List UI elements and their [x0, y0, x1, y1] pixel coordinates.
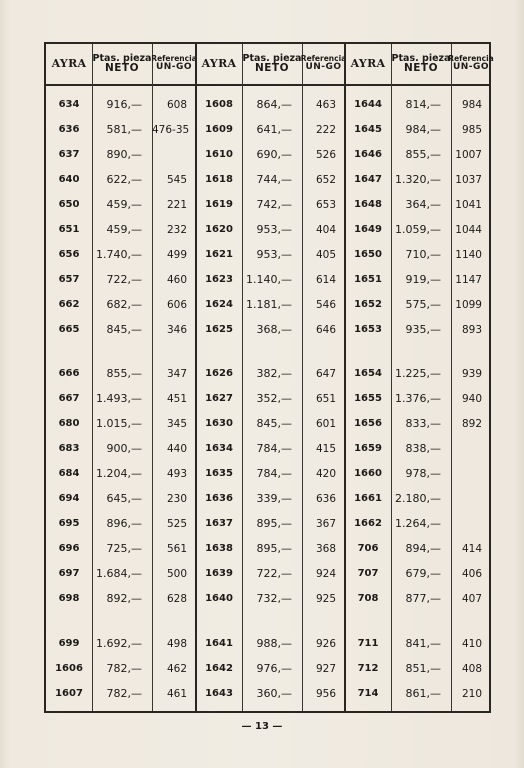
un-go-reference: 892	[461, 418, 482, 430]
un-go-reference	[451, 441, 482, 457]
un-go-reference: 651	[315, 393, 336, 405]
net-price: 679,—	[405, 567, 441, 580]
un-go-reference: 628	[166, 593, 187, 605]
ayra-code: 714	[357, 688, 379, 699]
header-line: UN-GO	[305, 62, 342, 73]
un-go-reference: 924	[315, 568, 336, 580]
un-go-reference: 346	[166, 324, 187, 336]
net-price: 855,—	[405, 148, 441, 161]
un-go-reference: 525	[166, 518, 187, 530]
un-go-reference: 451	[166, 393, 187, 405]
un-go-reference: 646	[315, 324, 336, 336]
un-go-reference: 493	[166, 468, 187, 480]
un-go-reference: 460	[166, 274, 187, 286]
column-header-ref	[152, 44, 196, 84]
net-price: 1.140,—	[246, 273, 292, 286]
ayra-code: 683	[58, 443, 80, 454]
ayra-code: 1653	[354, 324, 382, 335]
ayra-code: 1651	[354, 274, 382, 285]
ayra-code: 1660	[354, 468, 382, 479]
net-price: 339,—	[256, 492, 292, 505]
ayra-code: 662	[58, 299, 80, 310]
ayra-code: 1624	[205, 299, 233, 310]
un-go-reference: 414	[461, 543, 482, 555]
un-go-reference: 939	[461, 368, 482, 380]
net-price: 833,—	[405, 417, 441, 430]
net-price: 988,—	[256, 637, 292, 650]
ayra-code: 1638	[205, 543, 233, 554]
ayra-code: 1619	[205, 199, 233, 210]
net-price: 1.264,—	[395, 517, 441, 530]
un-go-reference: 893	[461, 324, 482, 336]
column-header-ayra	[46, 44, 92, 84]
ayra-code: 1636	[205, 493, 233, 504]
ayra-code: 1644	[354, 99, 382, 110]
net-price: 1.692,—	[96, 637, 142, 650]
ayra-code: 707	[357, 568, 379, 579]
ayra-code: 1625	[205, 324, 233, 335]
ayra-code: 1606	[55, 663, 83, 674]
ayra-code: 708	[357, 593, 379, 604]
un-go-reference: 462	[166, 663, 187, 675]
ayra-code: 1641	[205, 638, 233, 649]
un-go-reference: 367	[315, 518, 336, 530]
ayra-code: 665	[58, 324, 80, 335]
header-line: Ptas. pieza	[391, 52, 451, 64]
un-go-reference: 415	[315, 443, 336, 455]
un-go-reference	[451, 491, 482, 507]
net-price: 645,—	[106, 492, 142, 505]
un-go-reference: 232	[166, 224, 187, 236]
ayra-code: 1659	[354, 443, 382, 454]
ayra-code: 651	[58, 224, 80, 235]
net-price: 352,—	[256, 392, 292, 405]
net-price: 641,—	[256, 123, 292, 136]
net-price: 2.180,—	[395, 492, 441, 505]
net-price: 896,—	[106, 517, 142, 530]
ayra-code: 699	[58, 638, 80, 649]
header-line: UN-GO	[155, 62, 193, 73]
net-price: 892,—	[106, 592, 142, 605]
ayra-code: 711	[357, 638, 379, 649]
column-header-ref	[448, 44, 494, 84]
net-price: 622,—	[106, 173, 142, 186]
net-price: 1.740,—	[96, 248, 142, 261]
column-header-ptas	[391, 44, 451, 84]
un-go-reference: 347	[166, 368, 187, 380]
ayra-code: 1650	[354, 249, 382, 260]
ayra-code: 667	[58, 393, 80, 404]
ayra-code: 695	[58, 518, 80, 529]
net-price: 744,—	[256, 173, 292, 186]
net-price: 732,—	[256, 592, 292, 605]
net-price: 1.015,—	[96, 417, 142, 430]
net-price: 861,—	[405, 687, 441, 700]
ayra-code: 1639	[205, 568, 233, 579]
net-price: 575,—	[405, 298, 441, 311]
net-price: 459,—	[106, 223, 142, 236]
ayra-code: 698	[58, 593, 80, 604]
un-go-reference: 463	[315, 99, 336, 111]
net-price: 1.320,—	[395, 173, 441, 186]
header-line: UN-GO	[452, 62, 490, 73]
ayra-code: 637	[58, 149, 80, 160]
un-go-reference: 476-35	[152, 124, 190, 136]
header-line: AYRA	[51, 57, 87, 71]
net-price: 725,—	[106, 542, 142, 555]
un-go-reference: 653	[315, 199, 336, 211]
un-go-reference: 1007	[455, 149, 482, 161]
header-line: NETO	[254, 62, 290, 75]
ayra-code: 1655	[354, 393, 382, 404]
un-go-reference: 404	[315, 224, 336, 236]
un-go-reference: 608	[166, 99, 187, 111]
ayra-code: 1661	[354, 493, 382, 504]
un-go-reference: 405	[315, 249, 336, 261]
column-header-ayra	[345, 44, 391, 84]
ayra-code: 1648	[354, 199, 382, 210]
ayra-code: 1620	[205, 224, 233, 235]
ayra-code: 680	[58, 418, 80, 429]
un-go-reference	[152, 147, 187, 163]
net-price: 784,—	[256, 442, 292, 455]
un-go-reference: 499	[166, 249, 187, 261]
ayra-code: 1623	[205, 274, 233, 285]
net-price: 864,—	[256, 98, 292, 111]
ayra-code: 1647	[354, 174, 382, 185]
un-go-reference: 636	[315, 493, 336, 505]
net-price: 782,—	[106, 662, 142, 675]
un-go-reference: 410	[461, 638, 482, 650]
header-line: AYRA	[201, 57, 237, 71]
net-price: 953,—	[256, 223, 292, 236]
ayra-code: 666	[58, 368, 80, 379]
net-price: 722,—	[256, 567, 292, 580]
ayra-code: 1645	[354, 124, 382, 135]
un-go-reference: 940	[461, 393, 482, 405]
ayra-code: 1649	[354, 224, 382, 235]
un-go-reference: 461	[166, 688, 187, 700]
un-go-reference: 546	[315, 299, 336, 311]
un-go-reference: 606	[166, 299, 187, 311]
column-header-ptas	[92, 44, 152, 84]
ayra-code: 1618	[205, 174, 233, 185]
net-price: 984,—	[405, 123, 441, 136]
net-price: 953,—	[256, 248, 292, 261]
ayra-code: 1656	[354, 418, 382, 429]
un-go-reference: 221	[166, 199, 187, 211]
net-price: 814,—	[405, 98, 441, 111]
header-line: NETO	[403, 62, 439, 75]
net-price: 364,—	[405, 198, 441, 211]
header-divider	[46, 84, 489, 86]
net-price: 581,—	[106, 123, 142, 136]
net-price: 682,—	[106, 298, 142, 311]
net-price: 710,—	[405, 248, 441, 261]
net-price: 976,—	[256, 662, 292, 675]
un-go-reference: 420	[315, 468, 336, 480]
ayra-code: 1621	[205, 249, 233, 260]
un-go-reference: 407	[461, 593, 482, 605]
ayra-code: 640	[58, 174, 80, 185]
un-go-reference: 440	[166, 443, 187, 455]
un-go-reference: 545	[166, 174, 187, 186]
un-go-reference: 368	[315, 543, 336, 555]
un-go-reference: 926	[315, 638, 336, 650]
net-price: 845,—	[106, 323, 142, 336]
net-price: 841,—	[405, 637, 441, 650]
net-price: 1.059,—	[395, 223, 441, 236]
net-price: 1.181,—	[246, 298, 292, 311]
un-go-reference: 614	[315, 274, 336, 286]
ayra-code: 696	[58, 543, 80, 554]
ayra-code: 1630	[205, 418, 233, 429]
net-price: 782,—	[106, 687, 142, 700]
net-price: 1.225,—	[395, 367, 441, 380]
ayra-code: 1634	[205, 443, 233, 454]
net-price: 1.493,—	[96, 392, 142, 405]
net-price: 382,—	[256, 367, 292, 380]
column-header-ptas	[242, 44, 302, 84]
un-go-reference: 984	[461, 99, 482, 111]
un-go-reference: 498	[166, 638, 187, 650]
net-price: 722,—	[106, 273, 142, 286]
header-line: Referencia	[151, 54, 197, 64]
header-line: NETO	[104, 62, 140, 75]
header-line: Referencia	[300, 54, 347, 64]
header-line: Ptas. pieza	[242, 52, 302, 64]
net-price: 690,—	[256, 148, 292, 161]
ayra-code: 1627	[205, 393, 233, 404]
ayra-code: 1646	[354, 149, 382, 160]
net-price: 877,—	[405, 592, 441, 605]
ayra-code: 1654	[354, 368, 382, 379]
header-line: Ptas. pieza	[92, 52, 152, 64]
un-go-reference: 1140	[455, 249, 482, 261]
column-header-ref	[302, 44, 345, 84]
header-line: Referencia	[448, 54, 494, 64]
un-go-reference: 526	[315, 149, 336, 161]
un-go-reference: 1099	[455, 299, 482, 311]
ayra-code: 1637	[205, 518, 233, 529]
un-go-reference: 985	[461, 124, 482, 136]
ayra-code: 1626	[205, 368, 233, 379]
un-go-reference: 406	[461, 568, 482, 580]
un-go-reference	[451, 466, 482, 482]
ayra-code: 712	[357, 663, 379, 674]
ayra-code: 1643	[205, 688, 233, 699]
un-go-reference: 561	[166, 543, 187, 555]
un-go-reference: 408	[461, 663, 482, 675]
net-price: 368,—	[256, 323, 292, 336]
un-go-reference: 345	[166, 418, 187, 430]
ayra-code: 657	[58, 274, 80, 285]
header-line: AYRA	[350, 57, 386, 71]
net-price: 916,—	[106, 98, 142, 111]
un-go-reference: 1037	[455, 174, 482, 186]
ayra-code: 1607	[55, 688, 83, 699]
net-price: 894,—	[405, 542, 441, 555]
net-price: 459,—	[106, 198, 142, 211]
column-header-ayra	[196, 44, 242, 84]
un-go-reference: 956	[315, 688, 336, 700]
un-go-reference: 925	[315, 593, 336, 605]
net-price: 1.204,—	[96, 467, 142, 480]
ayra-code: 636	[58, 124, 80, 135]
net-price: 935,—	[405, 323, 441, 336]
ayra-code: 1609	[205, 124, 233, 135]
un-go-reference: 927	[315, 663, 336, 675]
net-price: 890,—	[106, 148, 142, 161]
ayra-code: 1662	[354, 518, 382, 529]
ayra-code: 684	[58, 468, 80, 479]
un-go-reference: 1147	[455, 274, 482, 286]
ayra-code: 706	[357, 543, 379, 554]
ayra-code: 1640	[205, 593, 233, 604]
net-price: 919,—	[405, 273, 441, 286]
un-go-reference	[451, 516, 482, 532]
ayra-code: 694	[58, 493, 80, 504]
ayra-code: 1608	[205, 99, 233, 110]
un-go-reference: 222	[315, 124, 336, 136]
net-price: 784,—	[256, 467, 292, 480]
net-price: 895,—	[256, 517, 292, 530]
net-price: 845,—	[256, 417, 292, 430]
un-go-reference: 500	[166, 568, 187, 580]
net-price: 855,—	[106, 367, 142, 380]
ayra-code: 697	[58, 568, 80, 579]
net-price: 851,—	[405, 662, 441, 675]
un-go-reference: 647	[315, 368, 336, 380]
un-go-reference: 652	[315, 174, 336, 186]
un-go-reference: 1044	[455, 224, 482, 236]
un-go-reference: 1041	[455, 199, 482, 211]
net-price: 838,—	[405, 442, 441, 455]
page-number: — 13 —	[241, 721, 283, 732]
ayra-code: 1642	[205, 663, 233, 674]
un-go-reference: 210	[461, 688, 482, 700]
ayra-code: 1652	[354, 299, 382, 310]
ayra-code: 634	[58, 99, 80, 110]
net-price: 895,—	[256, 542, 292, 555]
price-table	[44, 42, 494, 713]
ayra-code: 1610	[205, 149, 233, 160]
un-go-reference: 230	[166, 493, 187, 505]
ayra-code: 656	[58, 249, 80, 260]
net-price: 1.684,—	[96, 567, 142, 580]
un-go-reference: 601	[315, 418, 336, 430]
ayra-code: 650	[58, 199, 80, 210]
net-price: 742,—	[256, 198, 292, 211]
net-price: 900,—	[106, 442, 142, 455]
ayra-code: 1635	[205, 468, 233, 479]
net-price: 360,—	[256, 687, 292, 700]
net-price: 1.376,—	[395, 392, 441, 405]
net-price: 978,—	[405, 467, 441, 480]
